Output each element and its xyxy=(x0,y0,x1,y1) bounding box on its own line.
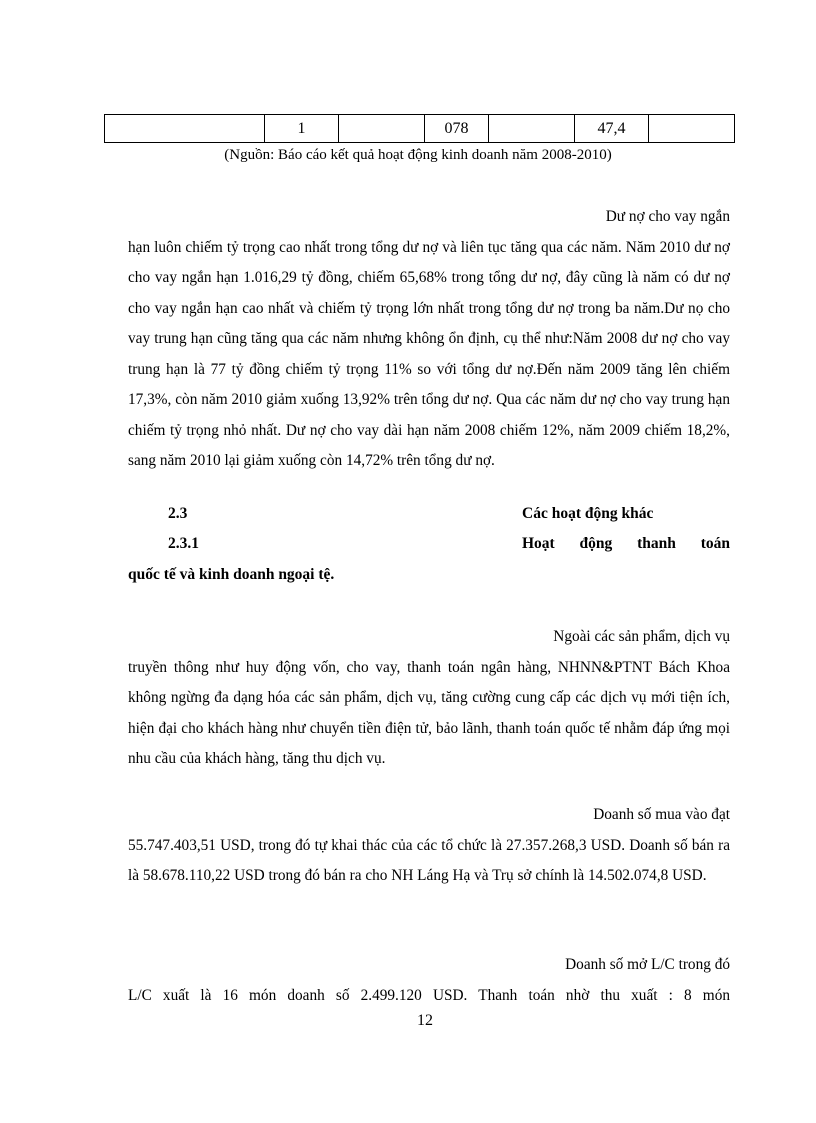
table-cell xyxy=(339,115,425,143)
paragraph-first-line: Dư nợ cho vay ngắn xyxy=(605,208,730,225)
paragraph-body: hạn luôn chiếm tỷ trọng cao nhất trong tổng dư nợ và liên tục tăng qua các năm. Năm 2010 dư nợ cho vay ngắn hạn 1.016,29 tỷ đồng, chiếm 65,68% trong tổng dư nợ, đây cũng là năm có dư nợ cho vay ngắn hạn cao nhất và chiếm tỷ trọng lớn nhất trong tổng dư nợ trong ba năm.Dư nọ cho vay trung hạn cũng tăng qua các năm nhưng không ổn định, cụ thể như:Năm 2008 dư nợ cho vay trung hạn là 77 tỷ đồng chiếm tỷ trọng 11% so với tổng dư nợ.Đến năm 2009 tăng lên chiếm 17,3%, còn năm 2010 giảm xuống 13,92% trên tổng dư nợ. Qua các năm dư nợ cho vay trung hạn chiếm tỷ trọng nhỏ nhất. Dư nợ cho vay dài hạn năm 2008 chiếm 12%, năm 2009 chiếm 18,2%, sang năm 2010 lại giảm xuống còn 14,72% trên tổng dư nợ. xyxy=(128,238,730,469)
table-cell xyxy=(649,115,735,143)
table-cell: 1 xyxy=(265,115,339,143)
section-heading-2-3 xyxy=(168,505,730,523)
paragraph-first-line: Ngoài các sản phẩm, dịch vụ xyxy=(553,628,730,645)
section-number: 2.3 xyxy=(168,505,188,522)
table-source-note: (Nguồn: Báo cáo kết quả hoạt động kinh doanh năm 2008-2010) xyxy=(224,147,612,163)
paragraph-body: 55.747.403,51 USD, trong đó tự khai thác của các tổ chức là 27.357.268,3 USD. Doanh số bán ra là 58.678.110,22 USD trong đó bán ra cho NH Láng Hạ và Trụ sở chính là 14.502.074,8 USD. xyxy=(128,836,730,884)
section-number: 2.3.1 xyxy=(168,535,199,552)
table-cell xyxy=(105,115,265,143)
data-table-fragment xyxy=(104,114,735,143)
section-title-part1 xyxy=(522,535,730,553)
section-title-part2: quốc tế và kinh doanh ngoại tệ. xyxy=(128,566,335,583)
section-title: Các hoạt động khác xyxy=(522,505,654,522)
paragraph-services xyxy=(128,622,730,775)
section-heading-2-3-1 xyxy=(168,535,730,553)
table-cell: 47,4 xyxy=(575,115,649,143)
paragraph-first-line: Doanh số mua vào đạt xyxy=(593,806,730,823)
paragraph-body: L/C xuất là 16 món doanh số 2.499.120 USD. Thanh toán nhờ thu xuất : 8 món xyxy=(128,986,730,1004)
paragraph-body: truyền thông như huy động vốn, cho vay, thanh toán ngân hàng, NHNN&PTNT Bách Khoa không ngừng đa dạng hóa các sản phẩm, dịch vụ, tăng cường cung cấp các dịch vụ mới tiện ích, hiện đại cho khách hàng như chuyển tiền điện tử, bảo lãnh, thanh toán quốc tế nhằm đáp ứng mọi nhu cầu của khách hàng, tăng thu dịch vụ. xyxy=(128,658,730,767)
paragraph-fx-sales xyxy=(128,800,730,892)
paragraph-first-line: Doanh số mở L/C trong đó xyxy=(565,956,730,973)
table-cell: 078 xyxy=(425,115,489,143)
table-row xyxy=(105,115,735,143)
table-cell xyxy=(489,115,575,143)
paragraph-loan-structure xyxy=(128,202,730,477)
section-title-text: Hoạt động thanh toán xyxy=(522,535,730,552)
page-number: 12 xyxy=(417,1012,433,1029)
paragraph-lc xyxy=(128,950,730,1011)
